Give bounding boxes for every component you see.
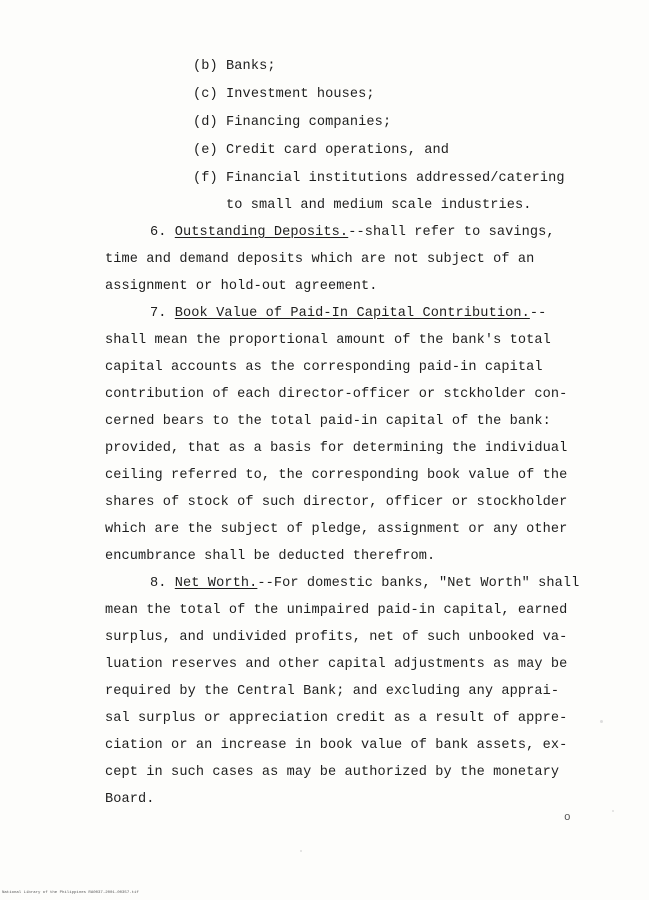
body-line: ceiling referred to, the corresponding book value of the [105,468,568,483]
section-heading: Book Value of Paid-In Capital Contribution. [174,306,530,321]
body-line: assignment or hold-out agreement. [105,279,378,294]
list-text: Banks; [226,59,276,74]
body-line: cept in such cases as may be authorized by the monetary [105,765,560,780]
body-line: provided, that as a basis for determining the individual [105,441,568,456]
body-line: shall mean the proportional amount of the bank's total [105,333,551,348]
section-heading: Outstanding Deposits. [174,225,349,240]
section-number: 6. [150,225,167,240]
scan-speck [612,810,614,812]
page-mark: o [564,812,571,824]
body-line: mean the total of the unimpaired paid-in capital, earned [105,603,568,618]
list-marker: (d) [193,115,218,130]
body-line: required by the Central Bank; and excluding any apprai- [105,684,560,699]
list-marker: (b) [193,59,218,74]
scan-speck [600,720,603,723]
body-line: capital accounts as the corresponding paid-in capital [105,360,543,375]
body-line: surplus, and undivided profits, net of such unbooked va- [105,630,568,645]
list-item-f-continuation: to small and medium scale industries. [226,198,532,213]
body-line: Board. [105,792,155,807]
list-item-c [193,87,375,103]
body-text: --shall refer to savings, [348,225,555,240]
list-item-d [193,115,391,131]
body-line: cerned bears to the total paid-in capital of the bank: [105,414,551,429]
body-line: shares of stock of such director, officer or stockholder [105,495,568,510]
body-line: which are the subject of pledge, assignment or any other [105,522,568,537]
scan-footer: National Library of the Philippines RA0037-2001-00357.tif [2,891,139,895]
body-text: --For domestic banks, "Net Worth" shall [257,576,580,591]
body-line: time and demand deposits which are not subject of an [105,252,535,267]
body-line: encumbrance shall be deducted therefrom. [105,549,436,564]
list-marker: (f) [193,171,218,186]
body-line: luation reserves and other capital adjustments as may be [105,657,568,672]
section-7-first-line [150,306,546,322]
section-heading: Net Worth. [174,576,258,591]
list-text: Investment houses; [226,87,375,102]
body-text: -- [529,306,547,321]
list-item-b [193,59,276,75]
list-text: Credit card operations, and [226,143,450,158]
section-6-first-line [150,225,555,241]
section-8-first-line [150,576,579,592]
section-number: 7. [150,306,167,321]
body-line: contribution of each director-officer or stckholder con- [105,387,568,402]
list-item-e [193,143,449,159]
scan-speck [300,850,302,852]
body-line: sal surplus or appreciation credit as a result of appre- [105,711,568,726]
list-marker: (c) [193,87,218,102]
body-line: ciation or an increase in book value of bank assets, ex- [105,738,568,753]
list-marker: (e) [193,143,218,158]
section-number: 8. [150,576,167,591]
list-text: Financing companies; [226,115,392,130]
list-text: Financial institutions addressed/catering [226,171,565,186]
list-item-f [193,171,565,187]
